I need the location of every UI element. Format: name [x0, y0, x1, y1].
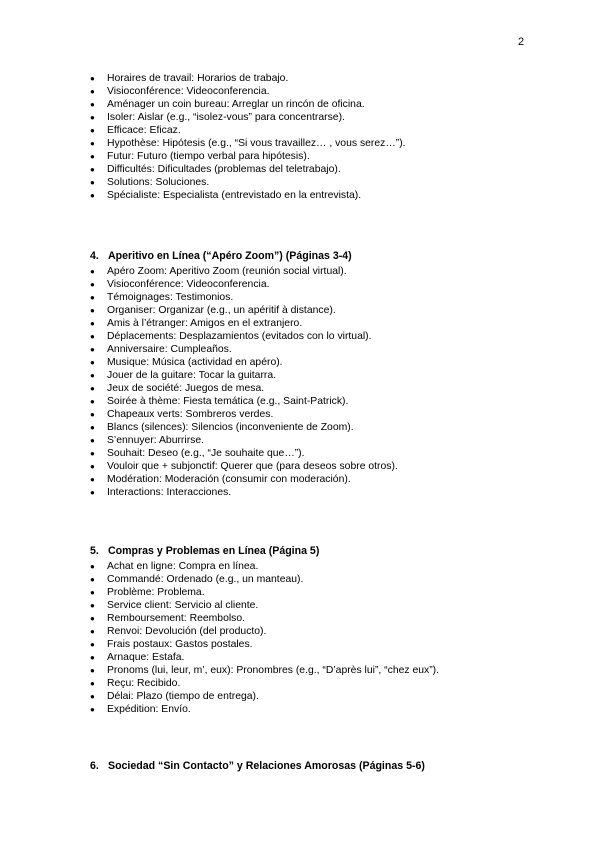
list-item: ● Chapeaux verts: Sombreros verdes.: [90, 409, 274, 420]
list-item: ● Expédition: Envío.: [90, 704, 191, 715]
bullet-icon: ●: [90, 692, 95, 701]
bullet-icon: ●: [90, 666, 95, 675]
bullet-icon: ●: [90, 126, 95, 135]
bullet-icon: ●: [90, 152, 95, 161]
bullet-icon: ●: [90, 562, 95, 571]
list-item: ● Remboursement: Reembolso.: [90, 613, 246, 624]
list-item: ● Renvoi: Devolución (del producto).: [90, 626, 267, 637]
bullet-icon: ●: [90, 319, 95, 328]
bullet-icon: ●: [90, 488, 95, 497]
section5-list: [90, 560, 560, 716]
list-item: ● Amis à l’étranger: Amigos en el extranjero.: [90, 318, 303, 329]
bullet-icon: ●: [90, 705, 95, 714]
list-item: ● Pronoms (lui, leur, m’, eux): Pronombres (e.g., “D’après lui”, “chez eux”).: [90, 665, 440, 676]
list-item: ● Jeux de société: Juegos de mesa.: [90, 383, 265, 394]
section3-list: [90, 72, 560, 202]
bullet-icon: ●: [90, 345, 95, 354]
list-item: ● Spécialiste: Especialista (entrevistado en la entrevista).: [90, 190, 362, 201]
list-item: ● Délai: Plazo (tiempo de entrega).: [90, 691, 259, 702]
list-item: ● Aménager un coin bureau: Arreglar un rincón de oficina.: [90, 99, 365, 110]
list-item: ● Achat en ligne: Compra en línea.: [90, 561, 259, 572]
list-item: ● Arnaque: Estafa.: [90, 652, 185, 663]
list-item: ● Interactions: Interacciones.: [90, 487, 232, 498]
bullet-icon: ●: [90, 113, 95, 122]
bullet-icon: ●: [90, 293, 95, 302]
bullet-icon: ●: [90, 462, 95, 471]
list-item: ● Souhait: Deseo (e.g., “Je souhaite que…”).: [90, 448, 305, 459]
bullet-icon: ●: [90, 588, 95, 597]
list-item: ● Témoignages: Testimonios.: [90, 292, 234, 303]
bullet-icon: ●: [90, 653, 95, 662]
bullet-icon: ●: [90, 74, 95, 83]
bullet-icon: ●: [90, 627, 95, 636]
list-item: ● Vouloir que + subjonctif: Querer que (para deseos sobre otros).: [90, 461, 398, 472]
section-heading: 5. Compras y Problemas en Línea (Página 5): [90, 545, 320, 557]
list-item: ● Visioconférence: Videoconferencia.: [90, 279, 270, 290]
bullet-icon: ●: [90, 601, 95, 610]
list-item: ● Solutions: Soluciones.: [90, 177, 210, 188]
bullet-icon: ●: [90, 423, 95, 432]
section4-list: [90, 265, 560, 499]
bullet-icon: ●: [90, 191, 95, 200]
bullet-icon: ●: [90, 475, 95, 484]
bullet-icon: ●: [90, 575, 95, 584]
list-item: ● Horaires de travail: Horarios de trabajo.: [90, 73, 289, 84]
bullet-icon: ●: [90, 614, 95, 623]
bullet-icon: ●: [90, 332, 95, 341]
list-item: ● Problème: Problema.: [90, 587, 205, 598]
list-item: ● Isoler: Aislar (e.g., “isolez-vous” para concentrarse).: [90, 112, 345, 123]
page-number: 2: [518, 36, 525, 48]
list-item: ● Anniversaire: Cumpleaños.: [90, 344, 232, 355]
list-item: ● Blancs (silences): Silencios (inconveniente de Zoom).: [90, 422, 354, 433]
bullet-icon: ●: [90, 436, 95, 445]
bullet-icon: ●: [90, 384, 95, 393]
list-item: ● Difficultés: Dificultades (problemas del teletrabajo).: [90, 164, 341, 175]
list-item: ● Service client: Servicio al cliente.: [90, 600, 259, 611]
section-heading: 6. Sociedad “Sin Contacto” y Relaciones Amorosas (Páginas 5-6): [90, 760, 425, 772]
list-item: ● Apéro Zoom: Aperitivo Zoom (reunión social virtual).: [90, 266, 347, 277]
bullet-icon: ●: [90, 100, 95, 109]
bullet-icon: ●: [90, 410, 95, 419]
list-item: ● S’ennuyer: Aburrirse.: [90, 435, 205, 446]
bullet-icon: ●: [90, 449, 95, 458]
list-item: ● Déplacements: Desplazamientos (evitados con lo virtual).: [90, 331, 372, 342]
list-item: ● Organiser: Organizar (e.g., un apéritif à distance).: [90, 305, 336, 316]
list-item: ● Frais postaux: Gastos postales.: [90, 639, 253, 650]
bullet-icon: ●: [90, 178, 95, 187]
list-item: ● Efficace: Eficaz.: [90, 125, 181, 136]
bullet-icon: ●: [90, 306, 95, 315]
bullet-icon: ●: [90, 165, 95, 174]
list-item: ● Reçu: Recibido.: [90, 678, 181, 689]
bullet-icon: ●: [90, 397, 95, 406]
bullet-icon: ●: [90, 358, 95, 367]
bullet-icon: ●: [90, 267, 95, 276]
bullet-icon: ●: [90, 679, 95, 688]
section-heading: 4. Aperitivo en Línea (“Apéro Zoom”) (Páginas 3-4): [90, 250, 352, 262]
list-item: ● Commandé: Ordenado (e.g., un manteau).: [90, 574, 304, 585]
bullet-icon: ●: [90, 280, 95, 289]
bullet-icon: ●: [90, 87, 95, 96]
list-item: ● Futur: Futuro (tiempo verbal para hipótesis).: [90, 151, 310, 162]
list-item: ● Musique: Música (actividad en apéro).: [90, 357, 283, 368]
bullet-icon: ●: [90, 640, 95, 649]
list-item: ● Visioconférence: Videoconferencia.: [90, 86, 270, 97]
list-item: ● Jouer de la guitare: Tocar la guitarra.: [90, 370, 277, 381]
list-item: ● Modération: Moderación (consumir con moderación).: [90, 474, 351, 485]
bullet-icon: ●: [90, 139, 95, 148]
bullet-icon: ●: [90, 371, 95, 380]
list-item: ● Hypothèse: Hipótesis (e.g., “Si vous travaillez… , vous serez…”).: [90, 138, 406, 149]
list-item: ● Soirée à thème: Fiesta temática (e.g., Saint-Patrick).: [90, 396, 349, 407]
